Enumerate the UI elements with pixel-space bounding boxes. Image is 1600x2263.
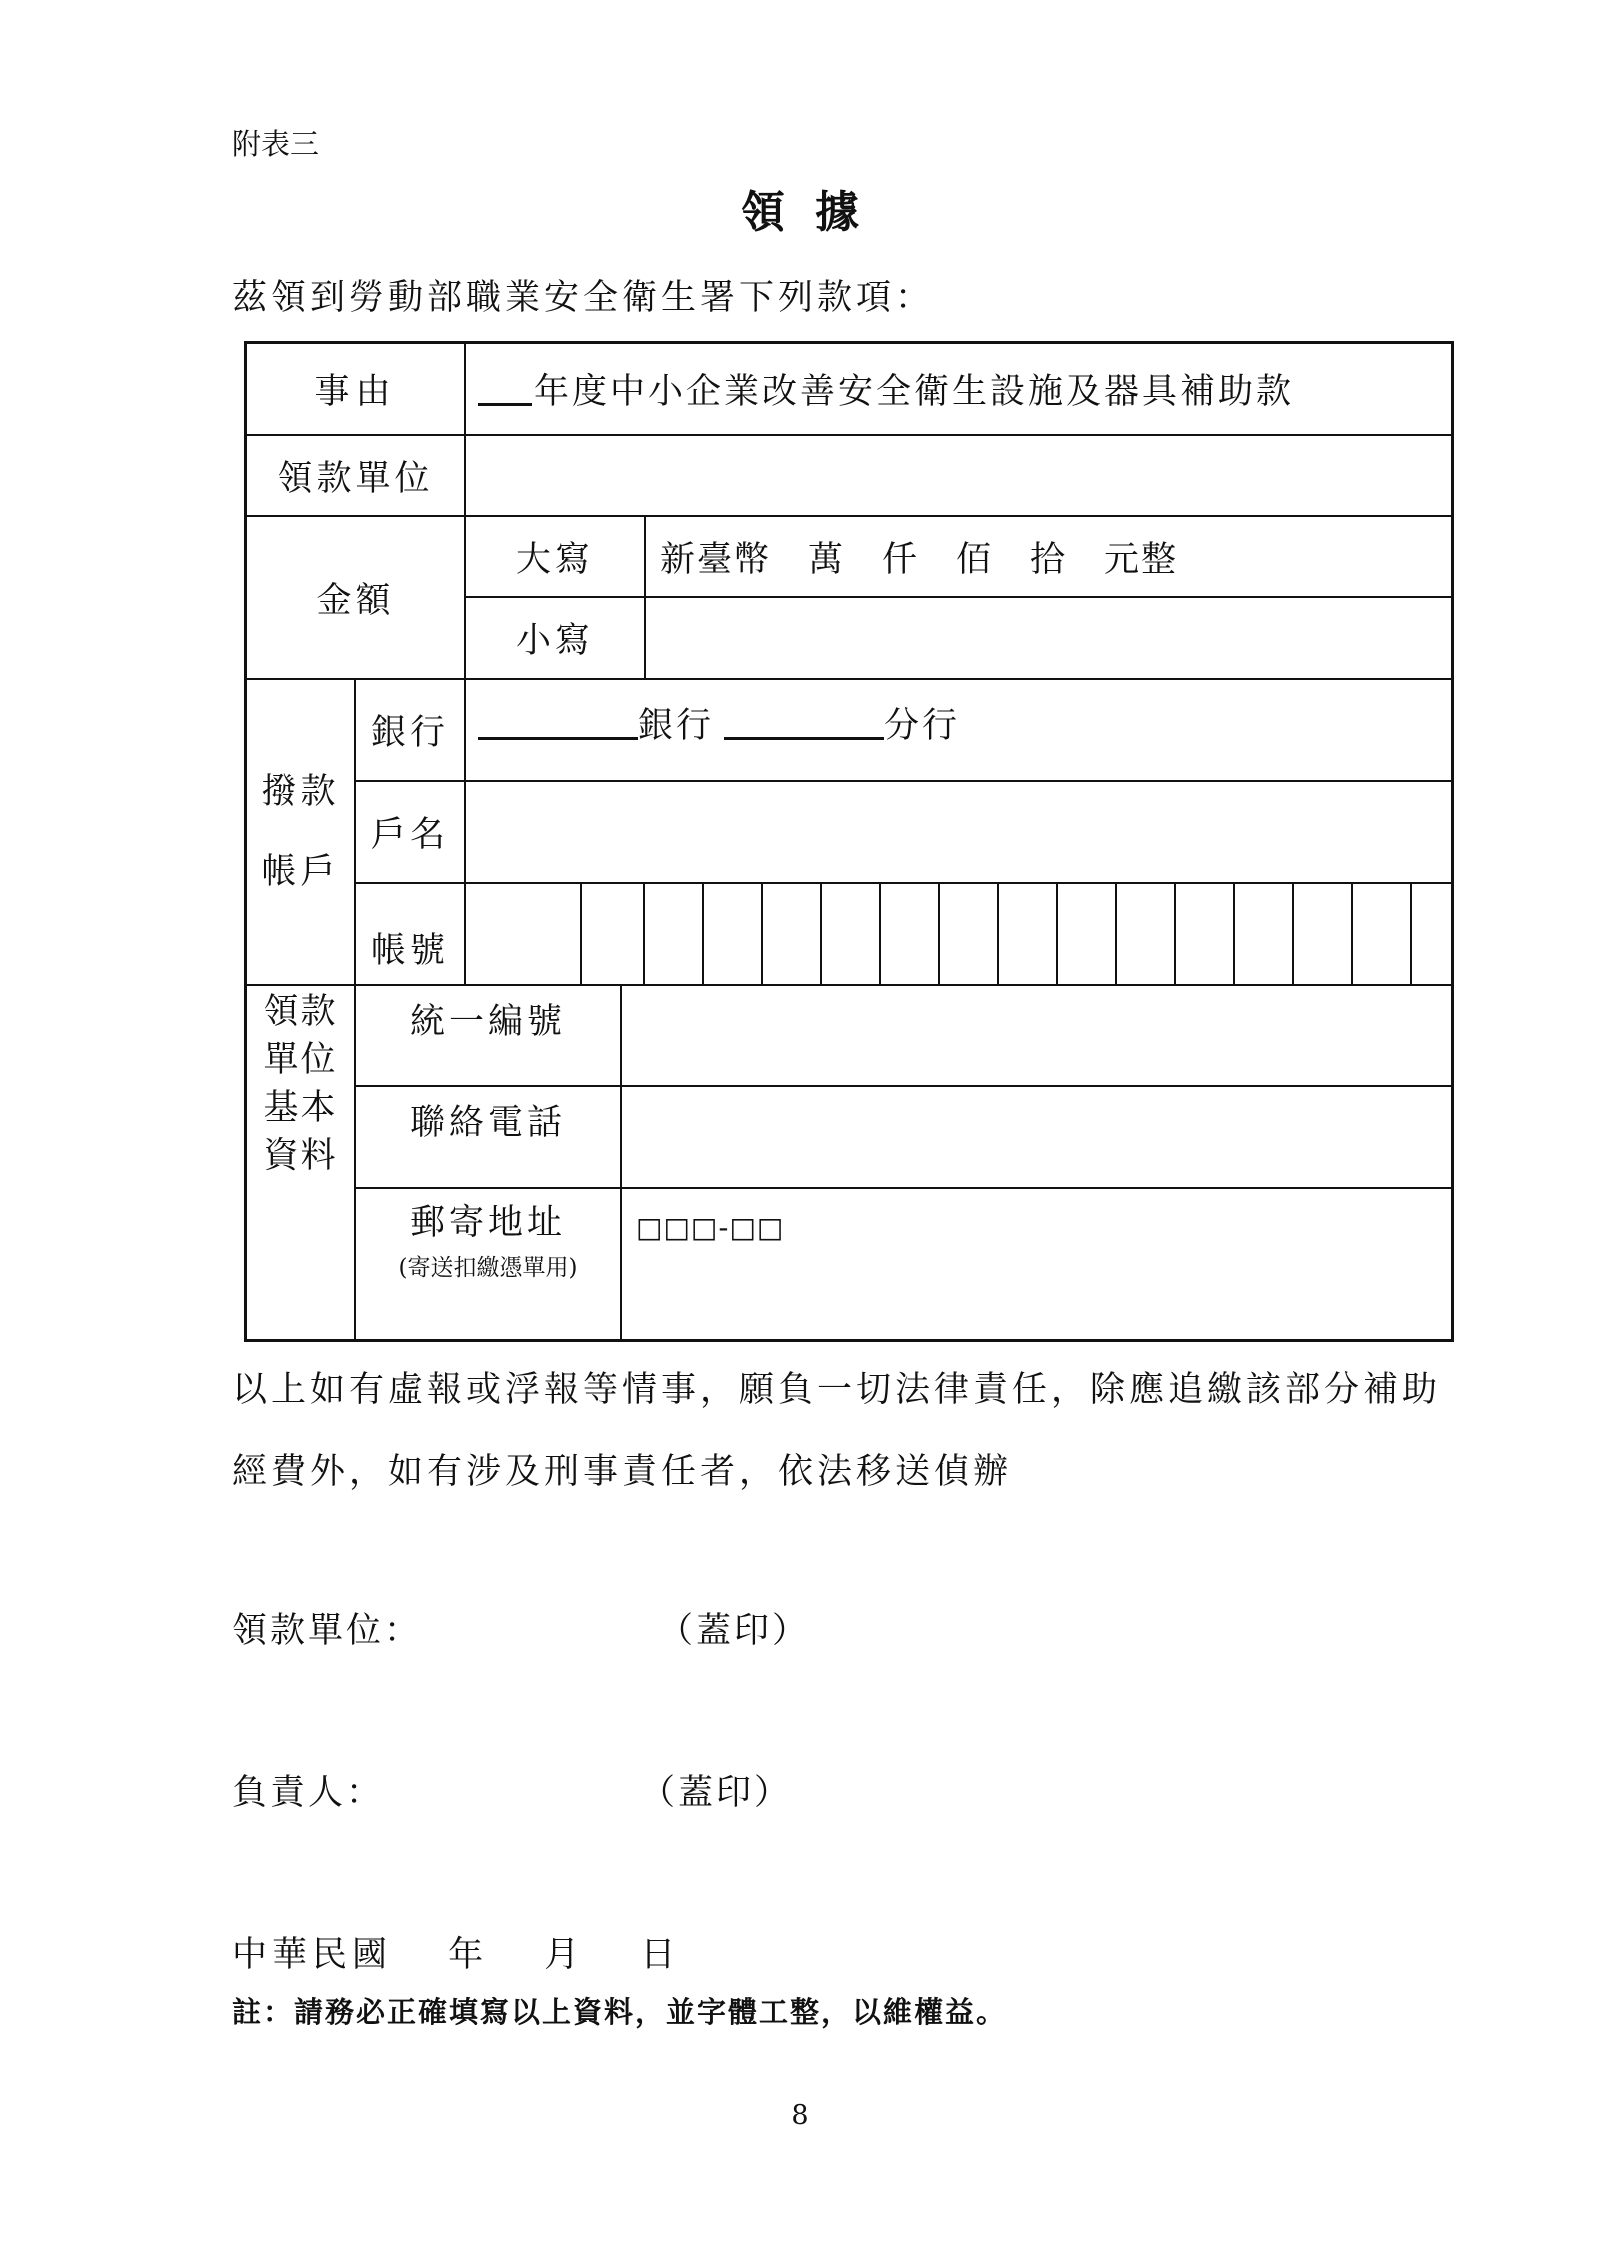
address-note: (寄送扣繳憑單用): [398, 1255, 578, 1281]
bank-suffix: 銀行: [638, 706, 715, 746]
basic-info-label-line: 資料: [263, 1136, 338, 1176]
date-line: 中華民國 年 月 日: [232, 1935, 681, 1975]
page-number: 8: [791, 2100, 809, 2131]
transfer-account-label-line: 帳戶: [261, 852, 340, 892]
annex-label: 附表三: [232, 127, 320, 161]
amount-upper-field[interactable]: 新臺幣 萬 仟 佰 拾 元整: [660, 539, 1179, 580]
table-border: [244, 1339, 1454, 1342]
bank-field[interactable]: [478, 680, 1438, 780]
tax-id-label: 統一編號: [409, 1002, 566, 1042]
amount-upper-label: 大寫: [515, 539, 594, 580]
transfer-account-label: [247, 680, 354, 984]
transfer-account-label-line: 撥款: [261, 772, 340, 812]
basic-info-label-line: 單位: [263, 1040, 338, 1080]
amount-lower-field[interactable]: [646, 598, 1451, 678]
basic-info-label-line: 領款: [263, 992, 338, 1032]
basic-info-label: [247, 986, 354, 1188]
receipt-form-table: [244, 341, 1454, 1342]
bank-name-blank[interactable]: [478, 707, 638, 740]
responsible-person-seal[interactable]: （蓋印）: [640, 1773, 793, 1813]
declaration-line-2: 經費外，如有涉及刑事責任者，依法移送偵辦: [232, 1452, 1013, 1492]
page-title: 領據: [741, 187, 889, 238]
intro-text: 茲領到勞動部職業安全衛生署下列款項：: [232, 278, 935, 318]
account-number-field[interactable]: [466, 884, 1451, 984]
reason-field[interactable]: [478, 344, 1438, 434]
account-number-label: 帳號: [370, 931, 449, 971]
address-field[interactable]: □□□-□□: [636, 1211, 785, 1244]
table-border: [1451, 341, 1454, 1342]
account-name-field[interactable]: [466, 782, 1451, 882]
payee-unit-signature-label: 領款單位：: [232, 1611, 423, 1651]
declaration-line-1: 以上如有虛報或浮報等情事，願負一切法律責任，除應追繳該部分補助: [232, 1370, 1442, 1410]
basic-info-label-line: 基本: [263, 1088, 338, 1128]
address-label-cell: [356, 1189, 620, 1339]
tax-id-field[interactable]: [622, 986, 1451, 1085]
address-label: 郵寄地址: [409, 1203, 566, 1243]
reason-value: 年度中小企業改善安全衛生設施及器具補助款: [534, 372, 1295, 412]
bank-label: 銀行: [370, 713, 449, 753]
phone-label: 聯絡電話: [409, 1103, 566, 1143]
amount-lower-label: 小寫: [515, 621, 594, 661]
amount-label: 金額: [316, 580, 395, 621]
note-text: 註：請務必正確填寫以上資料，並字體工整，以維權益。: [232, 1995, 1008, 2029]
year-blank[interactable]: [478, 373, 532, 406]
payee-unit-seal[interactable]: （蓋印）: [658, 1611, 811, 1651]
branch-name-blank[interactable]: [724, 707, 884, 740]
account-name-label: 戶名: [370, 815, 449, 855]
payee-unit-label: 領款單位: [277, 458, 434, 499]
payee-unit-field[interactable]: [466, 436, 1451, 515]
responsible-person-label: 負責人：: [232, 1773, 385, 1813]
reason-label: 事由: [314, 372, 397, 412]
phone-field[interactable]: [622, 1087, 1451, 1187]
branch-suffix: 分行: [884, 706, 961, 746]
